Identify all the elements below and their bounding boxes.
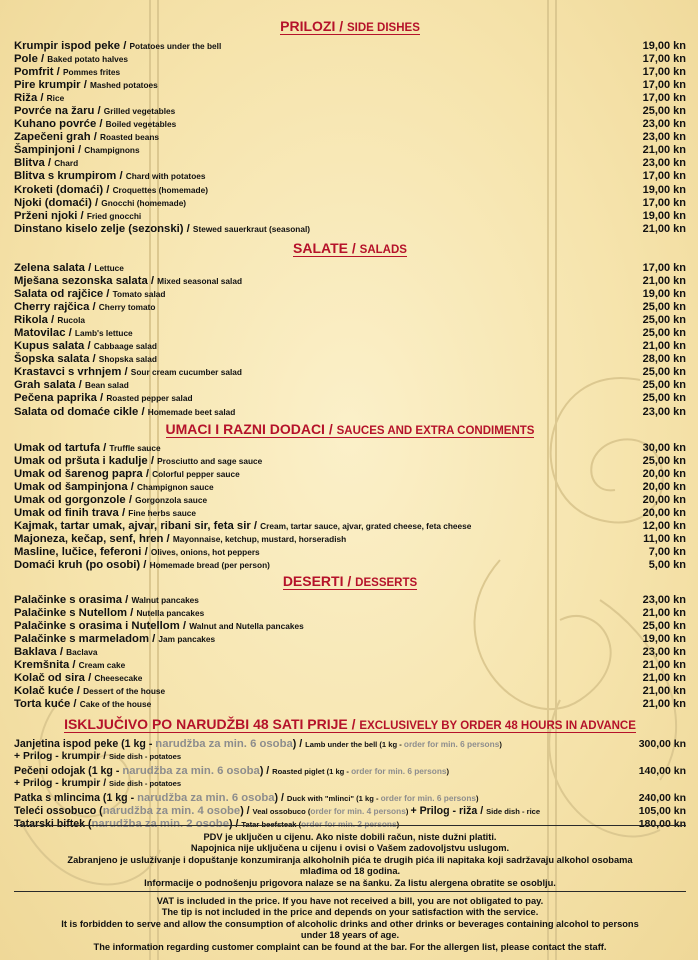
item-name-en: Champignons [84, 145, 140, 156]
footer-line: The tip is not included in the price and depends on your satisfaction with the service. [161, 907, 539, 918]
side-dish-hr: + Prilog - riža / [410, 805, 487, 818]
item-price: 21,00 kn [642, 607, 686, 620]
menu-item [14, 468, 686, 481]
item-name-hr: Umak od finih trava / [14, 507, 129, 520]
item-name-hr: Salata od rajčice / [14, 288, 113, 301]
item-price: 30,00 kn [642, 442, 686, 454]
menu-item [14, 366, 686, 379]
menu-item [14, 442, 686, 455]
item-name-en: ) [499, 740, 502, 749]
footer-line: PDV je uključen u cijenu. Ako niste dobili račun, niste dužni platiti. [203, 832, 497, 842]
menu-item [14, 157, 686, 170]
item-name-en: Truffle sauce [109, 443, 161, 453]
item-name-hr: Umak od gorgonzole / [14, 494, 136, 507]
item-name-en: Jam pancakes [158, 634, 216, 645]
by-order-list [14, 738, 686, 831]
section-title-hr: DESERTI / [282, 573, 356, 589]
order-note-en: order for min. 4 persons [310, 806, 406, 817]
item-price: 25,00 kn [642, 620, 686, 633]
item-name-hr: Torta kuće / [14, 698, 80, 711]
menu-item [14, 66, 686, 79]
item-name-hr: Umak od šarenog papra / [14, 468, 153, 481]
item-price: 25,00 kn [642, 314, 686, 327]
footer-line: mlađima od 18 godina. [299, 866, 401, 877]
item-price: 17,00 kn [642, 66, 686, 79]
item-price: 19,00 kn [642, 633, 686, 646]
item-name-en: Dessert of the house [83, 686, 166, 697]
item-price: 25,00 kn [642, 105, 686, 118]
item-name-hr: Kuhano povrće / [14, 118, 106, 131]
item-name-hr: Zapečeni grah / [14, 131, 101, 144]
item-name-en: ) [476, 794, 479, 804]
item-name-hr: Palačinke s orasima / [14, 594, 132, 606]
item-name-en: Lamb's lettuce [74, 328, 133, 339]
section-title-en: SAUCES AND EXTRA CONDIMENTS [336, 425, 535, 437]
item-name-hr: Umak od šampinjona / [14, 481, 138, 494]
order-note-hr: narudžba za min. 6 osoba [122, 764, 260, 777]
item-name-hr: Blitva s krumpirom / [14, 170, 126, 183]
item-name-hr: Matovilac / [14, 327, 75, 340]
order-note-hr: narudžba za min. 2 osobe [91, 818, 229, 831]
menu-item [14, 792, 686, 805]
menu-item [14, 633, 686, 646]
item-price: 20,00 kn [642, 468, 686, 481]
item-name-en: Chard with potatoes [125, 171, 206, 182]
item-name-hr: Pole / [14, 53, 48, 66]
item-name-en: Tatar beefsteak ( [241, 820, 302, 830]
menu-item [14, 805, 686, 818]
menu-item [14, 533, 686, 546]
section-title-sauces [14, 421, 686, 440]
menu-item [14, 210, 686, 223]
section-title-en: SIDE DISHES [347, 22, 420, 34]
item-name-hr: Pečena paprika / [14, 392, 107, 405]
item-name-hr: Baklava / [14, 646, 67, 659]
item-name-en: Chard [54, 158, 79, 169]
item-price: 21,00 kn [642, 672, 686, 685]
item-price: 21,00 kn [642, 275, 686, 288]
item-name-en: Prosciutto and sage sauce [157, 456, 263, 467]
item-name-hr: Grah salata / [14, 379, 85, 392]
menu-item [14, 494, 686, 507]
menu-item [14, 340, 686, 353]
item-name-hr: Rikola / [14, 314, 58, 327]
side-dish-hr: + Prilog - krumpir / [14, 777, 109, 789]
item-name-en: ) [396, 820, 400, 830]
item-price: 240,00 kn [638, 792, 686, 805]
menu-item [14, 144, 686, 157]
item-name-hr: Kolač kuće / [14, 685, 84, 698]
section-title-en: EXCLUSIVELY BY ORDER 48 HOURS IN ADVANCE [359, 720, 636, 732]
item-name-en: Roasted piglet (1 kg - [272, 766, 352, 776]
item-name-hr: Kupus salata / [14, 340, 94, 353]
menu-item [14, 646, 686, 659]
item-name-en: Gorgonzola sauce [135, 495, 208, 506]
item-name-en: ) [405, 807, 411, 817]
item-name-hr: Umak od tartufa / [14, 442, 110, 454]
menu-item [14, 353, 686, 366]
item-price: 140,00 kn [638, 764, 686, 777]
menu-item [14, 594, 686, 607]
item-name-en: Shopska salad [98, 354, 157, 365]
section-title-en: SALADS [359, 244, 407, 256]
item-price: 25,00 kn [642, 366, 686, 379]
menu-item [14, 105, 686, 118]
item-price: 19,00 kn [642, 183, 686, 196]
item-name-en: Grilled vegetables [103, 106, 176, 117]
item-name-en: Fried gnocchi [86, 210, 142, 221]
menu-item [14, 170, 686, 183]
item-name-hr: Domaći kruh (po osobi) / [14, 559, 150, 572]
item-name-en: Walnut pancakes [131, 595, 199, 605]
side-dishes-list [14, 40, 686, 236]
item-name-hr: Pomfrit / [14, 66, 63, 79]
item-name-en: Fine herbs sauce [128, 508, 197, 519]
item-price: 19,00 kn [642, 40, 686, 52]
menu-item [14, 406, 686, 419]
item-price: 180,00 kn [638, 818, 686, 831]
item-price: 21,00 kn [642, 222, 686, 235]
item-name-hr: Blitva / [14, 157, 55, 170]
item-name-en: Champignon sauce [137, 482, 214, 493]
item-price: 17,00 kn [642, 92, 686, 105]
item-name-en: Homemade bread (per person) [149, 560, 270, 571]
side-dish-en: Side dish - potatoes [108, 778, 182, 788]
item-name-hr: Kajmak, tartar umak, ajvar, ribani sir, feta sir / [14, 520, 261, 533]
menu-item [14, 765, 686, 778]
item-price: 17,00 kn [642, 79, 686, 92]
item-name-en: Stewed sauerkraut (seasonal) [192, 223, 311, 234]
item-price: 23,00 kn [642, 405, 686, 418]
menu-item [14, 197, 686, 210]
item-price: 105,00 kn [638, 805, 686, 818]
footer-line: under 18 years of age. [300, 930, 400, 941]
order-note-hr: narudžba za min. 6 osoba [137, 792, 275, 805]
item-price: 17,00 kn [642, 196, 686, 209]
item-name-en: Gnocchi (homemade) [101, 197, 187, 208]
item-name-hr: Patka s mlincima (1 kg - [14, 792, 138, 805]
item-name-en: Cream cake [78, 660, 126, 671]
menu-item [14, 379, 686, 392]
footer-line: Zabranjeno je usluživanje i dopuštanje konzumiranja alkoholnih pića te drugih pića ili napitaka koji sadržavaju alkohol osobama [67, 854, 633, 865]
item-price: 25,00 kn [642, 301, 686, 314]
item-name-en: Lettuce [94, 263, 124, 273]
item-name-hr: ) / [274, 792, 287, 805]
item-name-hr: Palačinke s Nutellom / [14, 607, 137, 620]
item-name-en: Tomato salad [112, 289, 166, 300]
item-name-en: Baked potato halves [47, 54, 128, 65]
item-price: 21,00 kn [642, 659, 686, 672]
section-title-desserts [14, 573, 686, 592]
item-name-en: Nutella pancakes [136, 608, 205, 619]
item-name-en: Cabbaage salad [93, 341, 157, 352]
item-price: 12,00 kn [642, 520, 686, 533]
footer-line: Napojnica nije uključena u cijenu i ovisi o Vašem zadovoljstvu uslugom. [190, 843, 510, 854]
menu-item [14, 92, 686, 105]
item-name-en: Cream, tartar sauce, ajvar, grated cheese, feta cheese [260, 521, 472, 532]
item-name-hr: Palačinke s marmeladom / [14, 633, 159, 646]
divider [14, 891, 686, 892]
item-name-hr: Kolač od sira / [14, 672, 95, 685]
menu-item [14, 131, 686, 144]
side-dish-en: Side dish - rice [486, 807, 541, 817]
menu-item [14, 698, 686, 711]
item-name-en: Boiled vegetables [105, 119, 177, 130]
section-title-hr: ISKLJUČIVO PO NARUDŽBI 48 SATI PRIJE / [64, 716, 360, 732]
order-note-en: order for min. 6 persons [351, 765, 447, 776]
order-note-hr: narudžba za min. 4 osobe [102, 805, 241, 818]
footer-notice-hr [14, 832, 686, 889]
item-price: 20,00 kn [642, 481, 686, 494]
menu-item [14, 392, 686, 405]
item-name-en: Colorful pepper sauce [152, 469, 240, 480]
item-name-hr: Šopska salata / [14, 353, 99, 366]
menu-item [14, 275, 686, 288]
item-name-en: Baclava [66, 647, 98, 658]
item-price: 28,00 kn [642, 353, 686, 366]
order-note-en: order for min. 6 persons [380, 793, 477, 804]
menu-item [14, 507, 686, 520]
item-price: 21,00 kn [642, 685, 686, 698]
item-price: 5,00 kn [648, 559, 686, 572]
item-name-en: Cheesecake [94, 673, 143, 684]
item-name-en: Olives, onions, hot peppers [150, 547, 260, 558]
item-name-hr: Riža / [14, 92, 47, 105]
item-name-en: Homemade beet salad [147, 406, 236, 417]
item-name-hr: Masline, lučice, feferoni / [14, 546, 151, 559]
item-price: 20,00 kn [642, 494, 686, 507]
item-name-en: Mixed seasonal salad [157, 276, 243, 287]
item-price: 17,00 kn [642, 53, 686, 66]
menu-item [14, 672, 686, 685]
order-note-en: order for min. 6 persons [403, 739, 500, 749]
item-price: 25,00 kn [642, 455, 686, 468]
footer-line: The information regarding customer complaint can be found at the bar. For the allergen list, please contact the staff. [93, 941, 607, 952]
item-name-hr: Njoki (domaći) / [14, 196, 102, 209]
item-name-hr: Zelena salata / [14, 262, 95, 274]
item-price: 7,00 kn [648, 546, 686, 559]
item-price: 25,00 kn [642, 392, 686, 405]
item-name-hr: Šampinjoni / [14, 144, 85, 157]
item-name-hr: Povrće na žaru / [14, 105, 104, 118]
item-name-hr: Umak od pršuta i kadulje / [14, 455, 158, 468]
menu-item [14, 223, 686, 236]
footer-line: Informacije o podnošenju prigovora nalaze se na šanku. Za listu alergena obratite se osoblju. [144, 877, 556, 888]
item-name-hr: ) / [259, 764, 273, 777]
item-price: 23,00 kn [642, 594, 686, 606]
menu-item [14, 738, 686, 751]
section-title-hr: PRILOZI / [280, 18, 348, 34]
item-name-en: Cherry tomato [98, 302, 156, 313]
item-name-en: Roasted beans [100, 132, 160, 143]
item-name-hr: Mješana sezonska salata / [14, 275, 158, 288]
menu-item [14, 659, 686, 672]
menu-item [14, 118, 686, 131]
side-dish-line [14, 751, 686, 763]
item-price: 25,00 kn [642, 379, 686, 392]
item-price: 23,00 kn [642, 157, 686, 170]
side-dish-line [14, 778, 686, 790]
item-name-hr: Prženi njoki / [14, 209, 87, 222]
item-name-en: Veal ossobuco ( [252, 807, 311, 817]
item-name-hr: Majoneza, kečap, senf, hren / [14, 533, 173, 546]
item-name-en: Mashed potatoes [89, 80, 158, 91]
item-name-en: ) [446, 766, 450, 776]
item-name-hr: Pečeni odojak (1 kg - [14, 764, 123, 777]
item-name-hr: Tatarski biftek ( [14, 818, 92, 831]
menu-item [14, 327, 686, 340]
item-name-hr: Kroketi (domaći) / [14, 183, 113, 196]
item-name-hr: Palačinke s orasima i Nutellom / [14, 620, 190, 633]
menu-item [14, 79, 686, 92]
menu-item [14, 559, 686, 572]
salads-list [14, 262, 686, 419]
menu-item [14, 53, 686, 66]
item-price: 20,00 kn [642, 507, 686, 520]
item-price: 11,00 kn [643, 533, 686, 546]
item-name-en: Croquettes (homemade) [112, 184, 208, 195]
item-name-en: Walnut and Nutella pancakes [189, 621, 304, 632]
item-name-hr: Pire krumpir / [14, 79, 90, 92]
menu-item [14, 685, 686, 698]
item-name-en: Lamb under the bell (1 kg - [305, 740, 404, 749]
item-price: 19,00 kn [642, 209, 686, 222]
order-note-en: order for min. 2 persons [301, 819, 397, 830]
menu-item [14, 40, 686, 53]
side-dish-en: Side dish - potatoes [108, 752, 182, 762]
section-title-side-dishes [14, 18, 686, 37]
desserts-list [14, 594, 686, 711]
footer-line: It is forbidden to serve and allow the consumption of alcoholic drinks and other drinks or beverages containing alcohol to persons [61, 918, 639, 929]
section-title-by-order [14, 716, 686, 735]
section-title-salads [14, 240, 686, 259]
menu-item [14, 314, 686, 327]
item-name-en: Cake of the house [79, 699, 152, 710]
item-name-en: Rucola [57, 315, 85, 326]
section-title-hr: UMACI I RAZNI DODACI / [165, 421, 337, 437]
item-name-en: Sour cream cucumber salad [130, 367, 242, 378]
footer-notice-en [14, 896, 686, 953]
item-name-en: Pommes frites [62, 67, 121, 78]
menu-item [14, 520, 686, 533]
item-price: 21,00 kn [642, 144, 686, 157]
menu-item [14, 262, 686, 275]
menu-item [14, 301, 686, 314]
menu-item [14, 607, 686, 620]
item-name-hr: Teleći ossobuco ( [14, 805, 103, 818]
item-name-en: Mayonnaise, ketchup, mustard, horseradish [172, 534, 347, 545]
item-price: 19,00 kn [642, 288, 686, 301]
item-name-hr: ) / [229, 818, 242, 831]
side-dish-hr: + Prilog - krumpir / [14, 751, 109, 763]
item-name-en: Duck with "mlinci" (1 kg - [286, 794, 381, 804]
item-name-en: Rice [46, 93, 65, 104]
menu-item [14, 288, 686, 301]
item-name-hr: ) / [240, 805, 253, 818]
item-price: 21,00 kn [642, 340, 686, 353]
item-price: 300,00 kn [638, 738, 686, 750]
item-name-en: Potatoes under the bell [129, 41, 222, 51]
item-name-hr: Dinstano kiselo zelje (sezonski) / [14, 222, 193, 235]
section-title-en: DESSERTS [355, 577, 418, 589]
footer-line: VAT is included in the price. If you have not received a bill, you are not obligated to pay. [156, 896, 544, 906]
menu-item [14, 481, 686, 494]
item-name-hr: Krumpir ispod peke / [14, 40, 130, 52]
item-name-hr: Janjetina ispod peke (1 kg - [14, 738, 156, 750]
menu-item [14, 455, 686, 468]
section-title-hr: SALATE / [293, 240, 360, 256]
menu-item [14, 620, 686, 633]
divider [14, 825, 686, 826]
item-price: 17,00 kn [642, 170, 686, 183]
item-name-en: Bean salad [84, 380, 129, 391]
item-name-hr: Krastavci s vrhnjem / [14, 366, 131, 379]
item-price: 25,00 kn [642, 327, 686, 340]
item-name-en: Roasted pepper salad [106, 393, 193, 404]
item-price: 17,00 kn [642, 262, 686, 274]
menu-item [14, 546, 686, 559]
item-price: 23,00 kn [642, 131, 686, 144]
menu-item [14, 184, 686, 197]
item-price: 21,00 kn [642, 698, 686, 711]
item-price: 23,00 kn [642, 118, 686, 131]
item-price: 23,00 kn [642, 646, 686, 659]
order-note-hr: narudžba za min. 6 osoba [155, 738, 293, 750]
item-name-hr: Cherry rajčica / [14, 301, 99, 314]
item-name-hr: Kremšnita / [14, 659, 79, 672]
item-name-hr: Salata od domaće cikle / [14, 405, 148, 418]
item-name-hr: ) / [292, 738, 306, 750]
sauces-list [14, 442, 686, 572]
